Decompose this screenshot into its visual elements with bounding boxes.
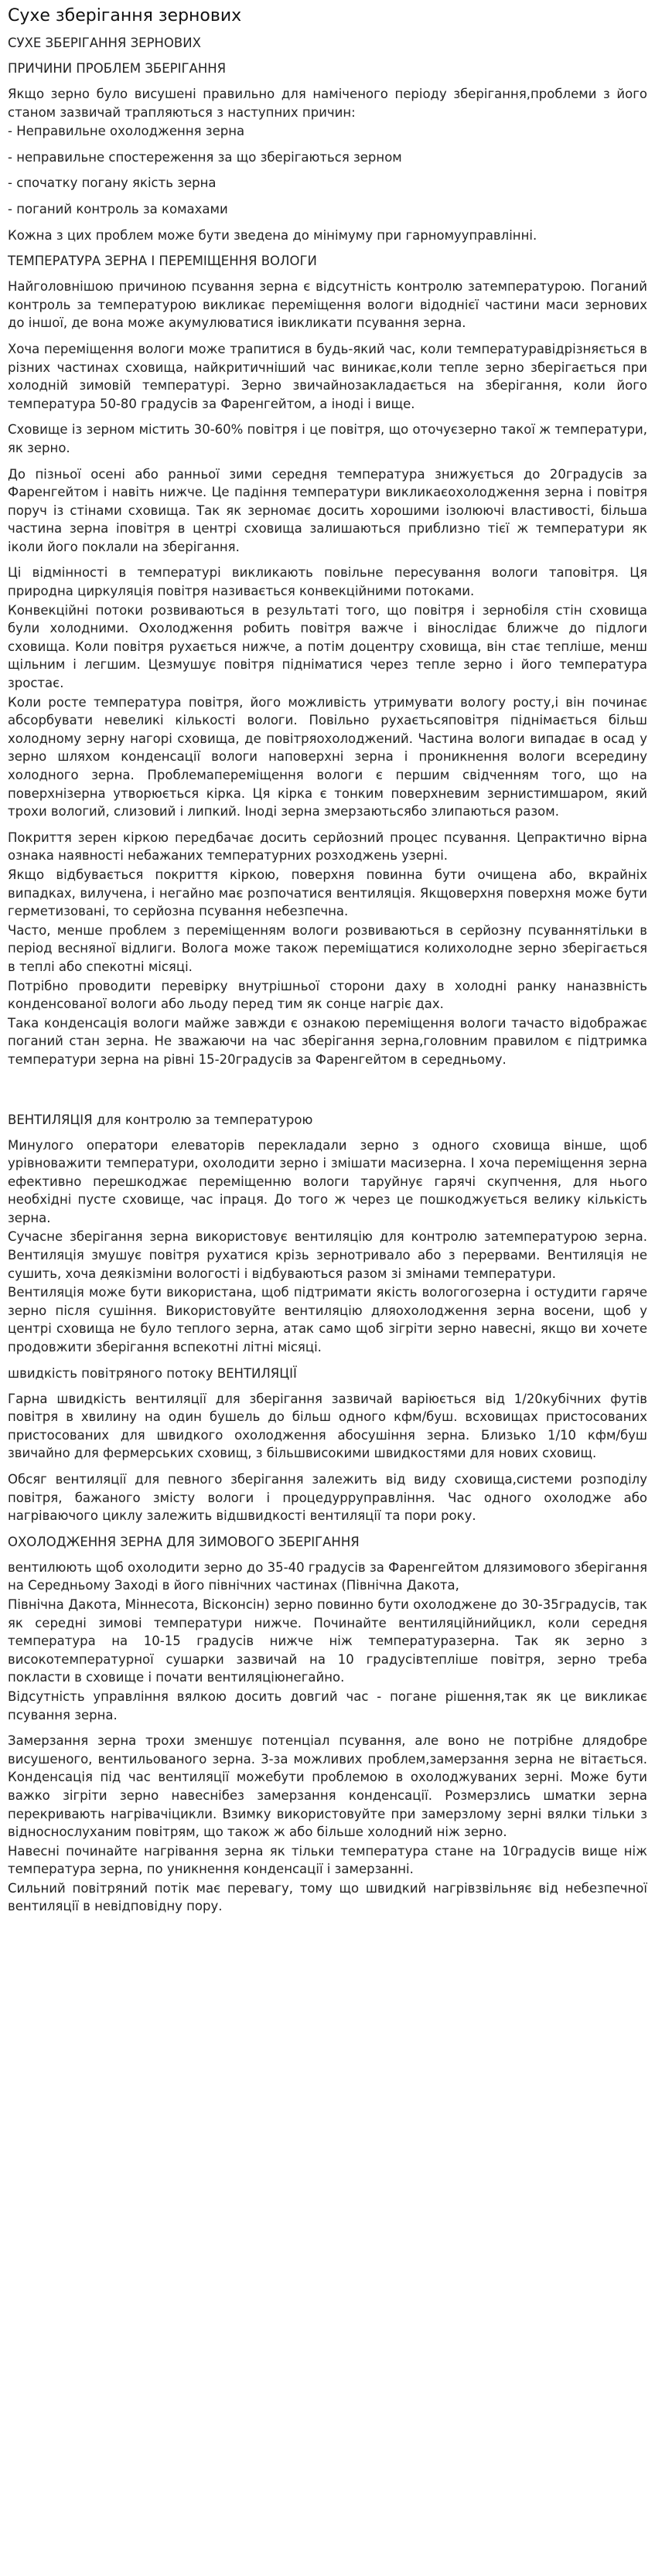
paragraph: Гарна швидкість вентиляції для зберігання зазвичай варіюється від 1/20кубічних футів повітря в хвилину на один бушель до більш одного кфм/буш. всховищах пристосованих пристосованих для швидкого охолодження абосушіння зерна. Близько 1/10 кфм/буш звичайно для фермерських сховищ, з більшвисокими швидкостями для нових сховищ. [8,1391,647,1461]
section-heading-dry-storage: СУХЕ ЗБЕРІГАННЯ ЗЕРНОВИХ [8,36,201,50]
paragraph: вентилюють щоб охолодити зерно до 35-40 градусів за Фаренгейтом длязимового зберігання на Середньому Заході в його північних частинах (Північна Дакота, [8,1559,647,1593]
section-heading-ventilation: ВЕНТИЛЯЦІЯ для контролю за температурою [8,1112,313,1127]
paragraph: Вентиляція може бути використана, щоб підтримати якість вологогозерна і остудити гаряче зерно після сушіння. Використовуйте вентиляцію дляохолодження зерна восени, щоб у центрі сховища не було теплого зерна, атак само щоб зігріти зерно навесні, якщо ви хочете продовжити зберігання вспекотні літні місяці. [8,1285,647,1355]
section-heading-temperature: ТЕМПЕРАТУРА ЗЕРНА І ПЕРЕМІЩЕННЯ ВОЛОГИ [8,254,317,269]
paragraph: Минулого оператори елеваторів перекладали зерно з одного сховища вінше, щоб урівноважити температури, охолодити зерно і змішати масизерна. І хоча переміщення зерна ефективно перешкоджає переміщенню вологи таруйнує гарячі скупчення, для нього необхідні пусте сховище, час іпраця. До того ж через це пошкоджується велику кількість зерна. [8,1137,647,1225]
section-heading-winter-cooling: ОХОЛОДЖЕННЯ ЗЕРНА ДЛЯ ЗИМОВОГО ЗБЕРІГАННЯ [8,1534,360,1549]
paragraph: Така конденсація вологи майже завжди є ознакою переміщення вологи тачасто відображає поганий стан зерна. Не зважаючи на час зберігання зерна,головним правилом є підтримка температури зерна на рівні 15-20градусів за Фаренгейтом в середньому. [8,1015,647,1067]
paragraph: Покриття зерен кіркою передбачає досить серйозний процес псування. Цепрактично вірна ознака наявності небажаних температурних розходжень узерні. [8,830,647,864]
paragraph: До пізньої осені або ранньої зими середня температура знижується до 20градусів за Фаренгейтом і навіть нижче. Це падіння температури викликаєохолодження зерна і повітря поруч із стінами сховища. Так як зерномає досить хорошими ізолюючі властивості, більша частина зерна іповітря в центрі сховища залишаються приблизно тієї ж температури як іколи його поклали на зберігання. [8,466,647,554]
causes-summary: Кожна з цих проблем може бути зведена до мінімуму при гарномууправлінні. [8,227,537,243]
paragraph: Сильний повітряний потік має перевагу, тому що швидкий нагрівзвільняє від небезпечної вентиляції в невідповідну пору. [8,1880,647,1914]
paragraph: Якщо відбувається покриття кіркою, поверхня повинна бути очищена або, вкрайніх випадках, вилучена, і негайно має розпочатися вентиляція. Якщоверхня поверхня може бути герметизовані, то серйозна псування небезпечна. [8,867,647,919]
list-item: - поганий контроль за комахами [8,201,228,216]
list-item: - Неправильне охолодження зерна [8,124,245,139]
page-title: Сухе зберігання зернових [8,6,242,26]
paragraph: Конвекційні потоки розвиваються в результаті того, що повітря і зернобіля стін сховища були холодними. Охолодження робить повітря важче і вінослідає ближче до підлоги сховища. Коли повітря рухається нижче, а потім доцентру сховища, він стає тепліше, менш щільним і легшим. Цезмушує повітря підніматися через тепле зерно і його температура зростає. [8,602,647,691]
paragraph: Сховище із зерном містить 30-60% повітря і це повітря, що оточуєзерно такої ж температури, як зерно. [8,422,647,455]
paragraph: Обсяг вентиляції для певного зберігання залежить від виду сховища,системи розподілу повітря, бажаного змісту вологи і процедурруправління. Час одного охолодже або нагріваючого циклу залежить відшвидкості вентиляції та пори року. [8,1472,647,1524]
paragraph: Замерзання зерна трохи зменшує потенціал псування, але воно не потрібне длядобре висушеного, вентильованого зерна. 3-за можливих проблем,замерзання зерна не вітається. Конденсація під час вентиляції можебути проблемою в охолоджуваних зерні. Може бути важко зігріти зерно навеснібез замерзання конденсації. Розмерзлись шматки зерна перекривають нагрівачіцикли. Взимку використовуйте при замерзлому зерні вялки тільки з відноснослуханим повітрям, що також ж або більше холодний ніж зерно. [8,1733,647,1840]
paragraph: Відсутність управління вялкою досить довгий час - погане рішення,так як це викликає псування зерна. [8,1688,647,1722]
intro-paragraph: Якщо зерно було висушені правильно для наміченого періоду зберігання,проблеми з його станом зазвичай трапляються з наступних причин: [8,87,647,120]
section-heading-storage-problems: ПРИЧИНИ ПРОБЛЕМ ЗБЕРІГАННЯ [8,61,227,76]
paragraph: Потрібно проводити перевірку внутрішньої сторони даху в холодні ранку наназвність конденсованої вологи або льоду перед тим як сонце нагріє дах. [8,978,647,1012]
paragraph: Північна Дакота, Міннесота, Вісконсін) зерно повинно бути охолоджене до 30-35градусів, так як середні зимові температури нижче. Починайте вентиляційнийцикл, коли середня температура на 10-15 градусів нижче ніж температуразерна. Так як зерно з високотемпературної сушарки зазвичай на 10 градусівтепліше повітря, зерно треба покласти в сховище і почати вентиляціюнегайно. [8,1596,647,1685]
paragraph: Ці відмінності в температурі викликають повільне пересування вологи таповітря. Ця природна циркуляція повітря називається конвекційними потоками. [8,565,647,599]
paragraph: Коли росте температура повітря, його можливість утримувати вологу росту,і він починає абсорбувати невеликі кількості вологи. Повільно рухаєтьсяповітря піднімається більш холодному зерну нагорі сховища, де повітряохолоджений. Частина вологи випадає в осад у зерно шляхом конденсації вологи наповерхні зерна і проникнення вологи всередину холодного зерна. Проблемапереміщення вологи є першим свідченням того, що на поверхнізерна утворюється кірка. Ця кірка є тонким поверхневим зернистимшаром, який трохи вологий, слизовий і липкий. Іноді зерна змерзаютьсябо злипаються разом. [8,694,647,819]
section-heading-airflow: швидкість повітряного потоку ВЕНТИЛЯЦІЇ [8,1365,297,1381]
paragraph: Найголовнішою причиною псування зерна є відсутність контролю затемпературою. Поганий контроль за температурою викликає переміщення вологи відоднієї частини маси зернових до іншої, де вона може акумулюватися івикликати псування зерна. [8,279,647,331]
paragraph: Часто, менше проблем з переміщенням вологи розвиваються в серйозну псуваннятільки в період весняної відлиги. Волога може також переміщатися колихолодне зерно зберігається в теплі або спекотні місяці. [8,922,647,974]
list-item: - неправильне спостереження за що зберігаються зерном [8,149,402,165]
paragraph: Сучасне зберігання зерна використовує вентиляцію для контролю затемпературою зерна. Вентиляція змушує повітря рухатися крізь зернотривало або з перервами. Вентиляція не сушить, хоча деякізміни вологості і відбуваються разом зі змінами температури. [8,1229,647,1281]
spacer [8,1069,647,1103]
paragraph: Хоча переміщення вологи може трапитися в будь-який час, коли температуравідрізняється в різних частинах сховища, найкритичніший час виникає,коли тепле зерно зберігається при холодній зимовій температурі. Зерно звичайнозакладається на зберігання, коли його температура 50-80 градусів за Фаренгейтом, а іноді і вище. [8,341,647,411]
list-item: - спочатку погану якість зерна [8,175,217,191]
paragraph: Навесні починайте нагрівання зерна як тільки температура стане на 10градусів вище ніж температура зерна, по уникнення конденсації і замерзанні. [8,1843,647,1877]
